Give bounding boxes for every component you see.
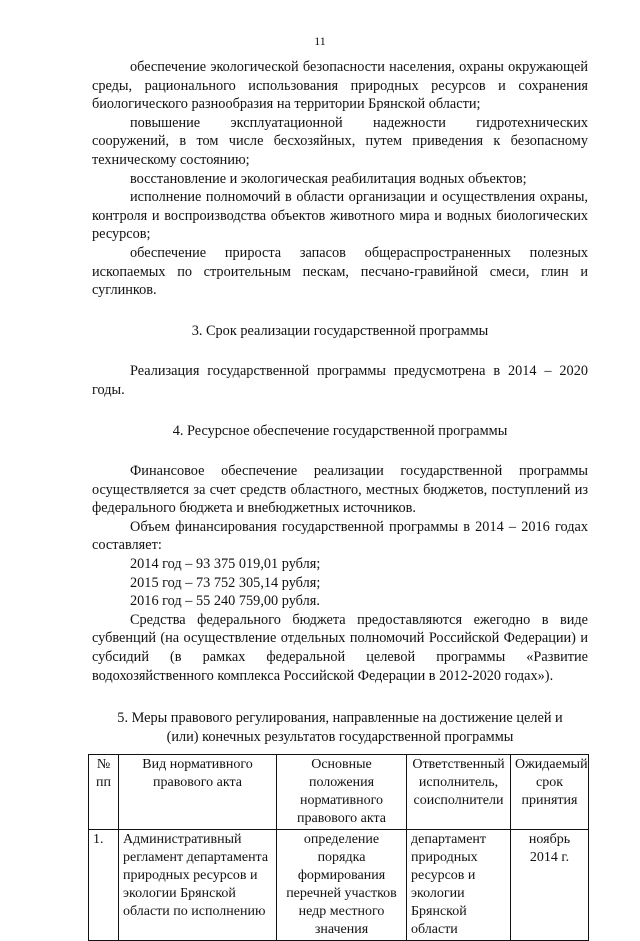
executor-cell: департамент природных ресурсов и экологии Брянской области	[407, 830, 511, 941]
funding-year-2015: 2015 год – 73 752 305,14 рубля;	[130, 574, 321, 591]
intro-item: обеспечение экологической безопасности населения, охраны окружающей среды, рационального использования природных ресурсов и сохранения биологического разнообразия на территории Брянской области;	[92, 59, 588, 113]
column-header-provisions: Основные положения нормативного правового акта	[277, 755, 407, 830]
section-3-title: 3. Срок реализации государственной программы	[191, 322, 489, 339]
table-header-row	[89, 755, 589, 830]
section-4-paragraph-3: Средства федерального бюджета предоставляются ежегодно в виде субвенций (на осуществление отдельных полномочий Российской Федерации) и субсидий (в рамках федеральной целевой программы «Развитие водохозяйственного комплекса Российской Федерации в 2012-2020 годах»).	[92, 611, 588, 684]
column-header-executor: Ответственный исполнитель, соисполнители	[407, 755, 511, 830]
funding-year-2016: 2016 год – 55 240 759,00 рубля.	[130, 593, 320, 610]
page-number: 11	[314, 34, 326, 48]
table-row	[89, 830, 589, 941]
section-4-title: 4. Ресурсное обеспечение государственной программы	[172, 422, 508, 439]
provisions-cell: определение порядка формирования перечней участков недр местного значения	[277, 830, 407, 941]
intro-item: исполнение полномочий в области организации и осуществления охраны, контроля и воспроизводства объектов животного мира и водных биологических ресурсов;	[92, 189, 588, 243]
column-header-number: № пп	[89, 755, 119, 830]
column-header-deadline: Ожидаемый срок принятия	[511, 755, 589, 830]
intro-item: обеспечение прироста запасов общераспространенных полезных ископаемых по строительным пескам, песчано-гравийной смеси, глин и суглинков.	[92, 244, 588, 299]
section-5-title	[92, 709, 588, 746]
section-3-text: Реализация государственной программы предусмотрена в 2014 – 2020 годы.	[92, 363, 588, 398]
row-number: 1.	[89, 830, 119, 941]
document-body	[92, 58, 588, 941]
section-4-paragraph-2: Объем финансирования государственной программы в 2014 – 2016 годах составляет:	[92, 518, 588, 554]
section-5-title-line-2: (или) конечных результатов государственной программы	[166, 728, 514, 745]
funding-year-2014: 2014 год – 93 375 019,01 рубля;	[130, 556, 321, 573]
column-header-act-type: Вид нормативного правового акта	[119, 755, 277, 830]
section-4-paragraph-1: Финансовое обеспечение реализации государственной программы осуществляется за счет средств областного, местных бюджетов, поступлений из федерального бюджета и внебюджетных источников.	[92, 463, 588, 517]
legal-measures-table	[88, 754, 589, 941]
section-5-title-line-1: 5. Меры правового регулирования, направленные на достижение целей и	[117, 710, 563, 727]
intro-item: восстановление и экологическая реабилитация водных объектов;	[130, 170, 527, 187]
act-type-cell: Административный регламент департамента природных ресурсов и экологии Брянской области по исполнению	[119, 830, 277, 941]
deadline-cell: ноябрь 2014 г.	[511, 830, 589, 941]
intro-item: повышение эксплуатационной надежности гидротехнических сооружений, в том числе бесхозяйных, путем приведения к безопасному техническому состоянию;	[92, 114, 588, 168]
